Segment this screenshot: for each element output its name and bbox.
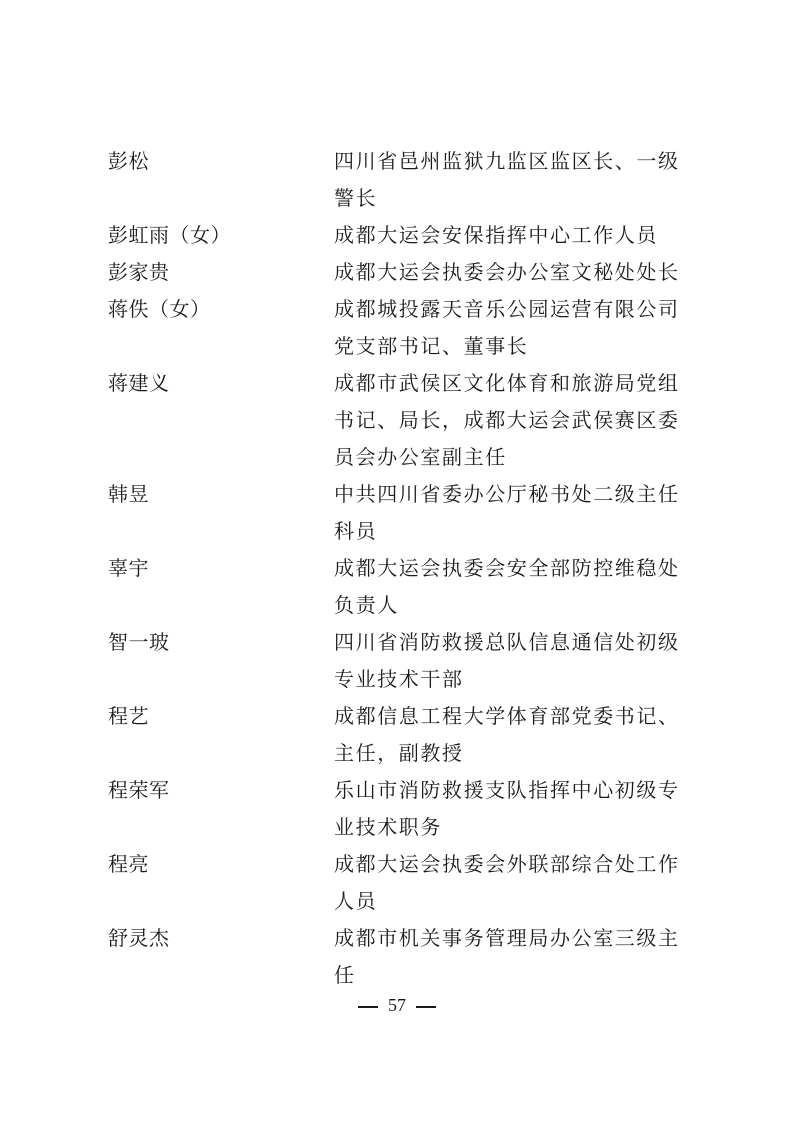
list-item	[108, 550, 708, 624]
person-name: 彭家贵	[108, 260, 170, 284]
person-name: 蒋建义	[108, 371, 170, 395]
person-name: 辜宇	[108, 556, 149, 580]
person-title: 成都城投露天音乐公园运营有限公司党支部书记、董事长	[334, 297, 680, 358]
person-name: 舒灵杰	[108, 926, 170, 950]
person-title: 成都大运会执委会外联部综合处工作人员	[334, 852, 680, 913]
list-item	[108, 624, 708, 698]
person-title: 成都市武侯区文化体育和旅游局党组书记、局长，成都大运会武侯赛区委员会办公室副主任	[334, 371, 680, 469]
person-title: 中共四川省委办公厅秘书处二级主任科员	[334, 482, 680, 543]
list-item	[108, 217, 708, 254]
list-item	[108, 143, 708, 217]
person-title: 四川省消防救援总队信息通信处初级专业技术干部	[334, 630, 680, 691]
person-title: 乐山市消防救援支队指挥中心初级专业技术职务	[334, 778, 680, 839]
list-item	[108, 920, 708, 994]
person-name: 程艺	[108, 704, 149, 728]
list-item	[108, 698, 708, 772]
list-item	[108, 846, 708, 920]
list-item	[108, 365, 708, 476]
page-number: 57	[388, 995, 406, 1015]
person-title: 成都市机关事务管理局办公室三级主任	[334, 926, 680, 987]
person-title: 成都大运会安保指挥中心工作人员	[334, 223, 658, 247]
list-item	[108, 772, 708, 846]
person-name: 蒋佚（女）	[108, 297, 211, 321]
person-name: 韩昱	[108, 482, 149, 506]
page-footer	[0, 992, 794, 1018]
person-name: 智一玻	[108, 630, 170, 654]
person-title: 四川省邑州监狱九监区监区长、一级警长	[334, 149, 680, 210]
person-name: 彭松	[108, 149, 149, 173]
list-item	[108, 254, 708, 291]
person-title: 成都大运会执委会办公室文秘处处长	[334, 260, 680, 284]
list-item	[108, 291, 708, 365]
person-title: 成都大运会执委会安全部防控维稳处负责人	[334, 556, 680, 617]
person-title: 成都信息工程大学体育部党委书记、主任，副教授	[334, 704, 680, 765]
right-dash	[416, 1006, 436, 1008]
person-name: 程荣军	[108, 778, 170, 802]
person-name: 程亮	[108, 852, 149, 876]
personnel-list	[108, 143, 708, 994]
list-item	[108, 476, 708, 550]
left-dash	[358, 1006, 378, 1008]
person-name: 彭虹雨（女）	[108, 223, 231, 247]
